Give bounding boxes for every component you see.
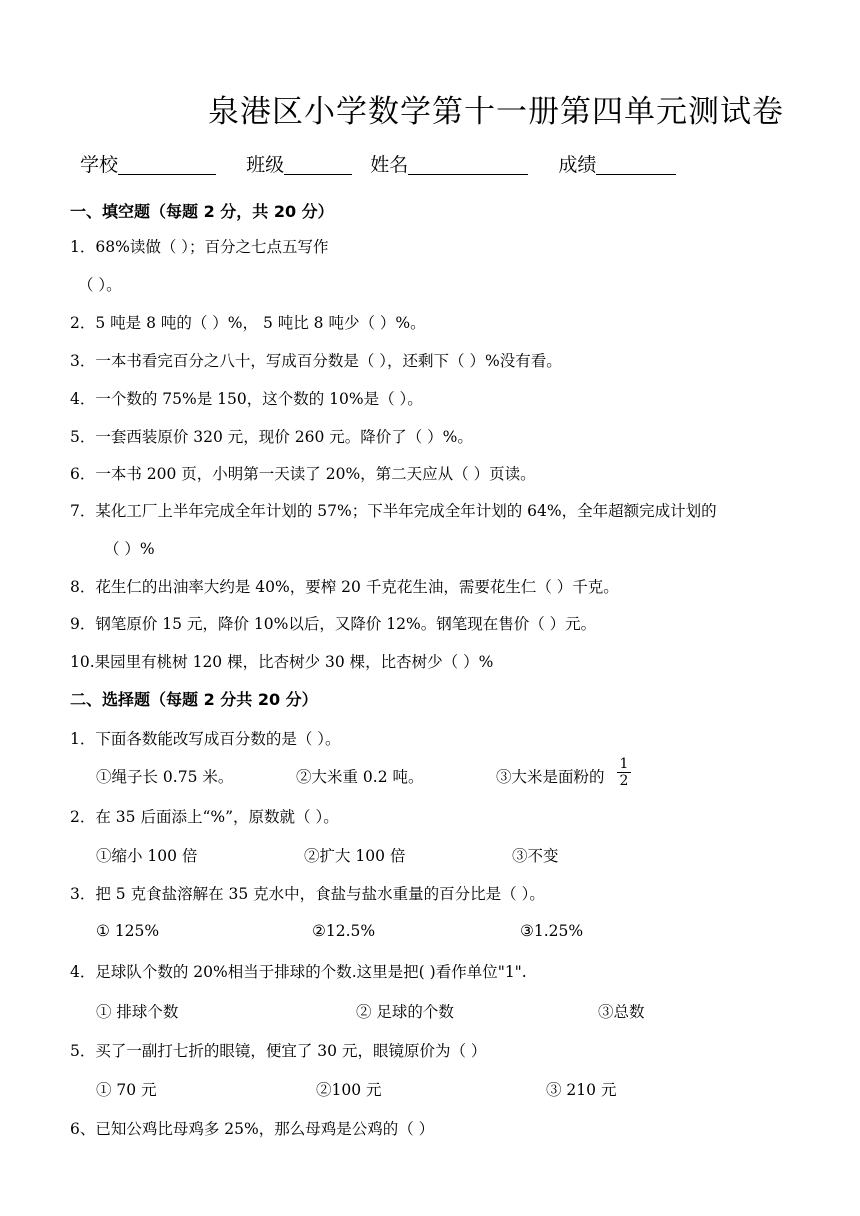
option-b: ② 足球的个数 [356,1003,454,1021]
question-line: 4．一个数的 75%是 150，这个数的 10%是（ ）。 [70,390,423,408]
fraction-denominator: 2 [619,773,629,787]
question-line: 2．在 35 后面添上“%”，原数就（ ）。 [70,808,339,826]
question-line: 7．某化工厂上半年完成全年计划的 57%；下半年完成全年计划的 64%，全年超额完成计划的 [70,502,717,520]
option-a: ① 70 元 [96,1081,157,1099]
question-line: （ ）% [104,540,155,558]
class-label: 班级 [246,154,285,176]
section2-heading: 二、选择题（每题 2 分共 20 分） [70,690,318,709]
question-line: 3．把 5 克食盐溶解在 35 克水中，食盐与盐水重量的百分比是（ ）。 [70,885,545,903]
fraction [616,757,632,787]
question-line: 1．68%读做（ ）；百分之七点五写作 [70,238,329,256]
option-c: ③ 210 元 [546,1081,617,1099]
question-line: 5．买了一副打七折的眼镜，便宜了 30 元，眼镜原价为（ ） [70,1042,487,1060]
question-line: 6、已知公鸡比母鸡多 25%，那么母鸡是公鸡的（ ） [70,1120,435,1138]
question-line: 10.果园里有桃树 120 棵，比杏树少 30 棵，比杏树少（ ）% [70,653,494,671]
question-line: 6．一本书 200 页，小明第一天读了 20%，第二天应从（ ）页读。 [70,465,536,483]
question-line: 1．下面各数能改写成百分数的是（ ）。 [70,730,341,748]
school-blank[interactable] [118,154,216,175]
option-c: ③总数 [598,1003,645,1021]
option-a: ①缩小 100 倍 [96,847,198,865]
student-info-row [80,150,676,177]
option-c: ③不变 [512,847,559,865]
fraction-numerator: 1 [619,757,629,772]
option-b: ②12.5% [312,922,376,940]
option-c: ③大米是面粉的 [496,768,605,786]
class-blank[interactable] [284,154,352,175]
option-a: ①绳子长 0.75 米。 [96,768,234,786]
question-line: 5．一套西装原价 320 元，现价 260 元。降价了（ ）%。 [70,428,473,446]
option-b: ②扩大 100 倍 [304,847,406,865]
question-line: 2．5 吨是 8 吨的（ ）%， 5 吨比 8 吨少（ ）%。 [70,314,426,332]
option-b: ②100 元 [316,1081,382,1099]
name-blank[interactable] [408,154,528,175]
option-c: ③1.25% [520,922,584,940]
school-label: 学校 [80,154,119,176]
question-line: 4．足球队个数的 20%相当于排球的个数.这里是把( )看作单位"1". [70,963,527,981]
page-title: 泉港区小学数学第十一册第四单元测试卷 [208,94,784,130]
question-line: 8．花生仁的出油率大约是 40%，要榨 20 千克花生油，需要花生仁（ ）千克。 [70,578,619,596]
score-label: 成绩 [558,154,597,176]
option-a: ① 排球个数 [96,1003,179,1021]
score-blank[interactable] [596,154,676,175]
question-line: 9．钢笔原价 15 元，降价 10%以后，又降价 12%。钢笔现在售价（ ）元。 [70,615,597,633]
option-b: ②大米重 0.2 吨。 [296,768,424,786]
question-line: 3．一本书看完百分之八十，写成百分数是（ ），还剩下（ ）%没有看。 [70,352,562,370]
section1-heading: 一、填空题（每题 2 分，共 20 分） [70,202,334,221]
question-line: （ ）。 [78,276,122,294]
name-label: 姓名 [370,154,409,176]
option-a: ① 125% [96,922,160,940]
